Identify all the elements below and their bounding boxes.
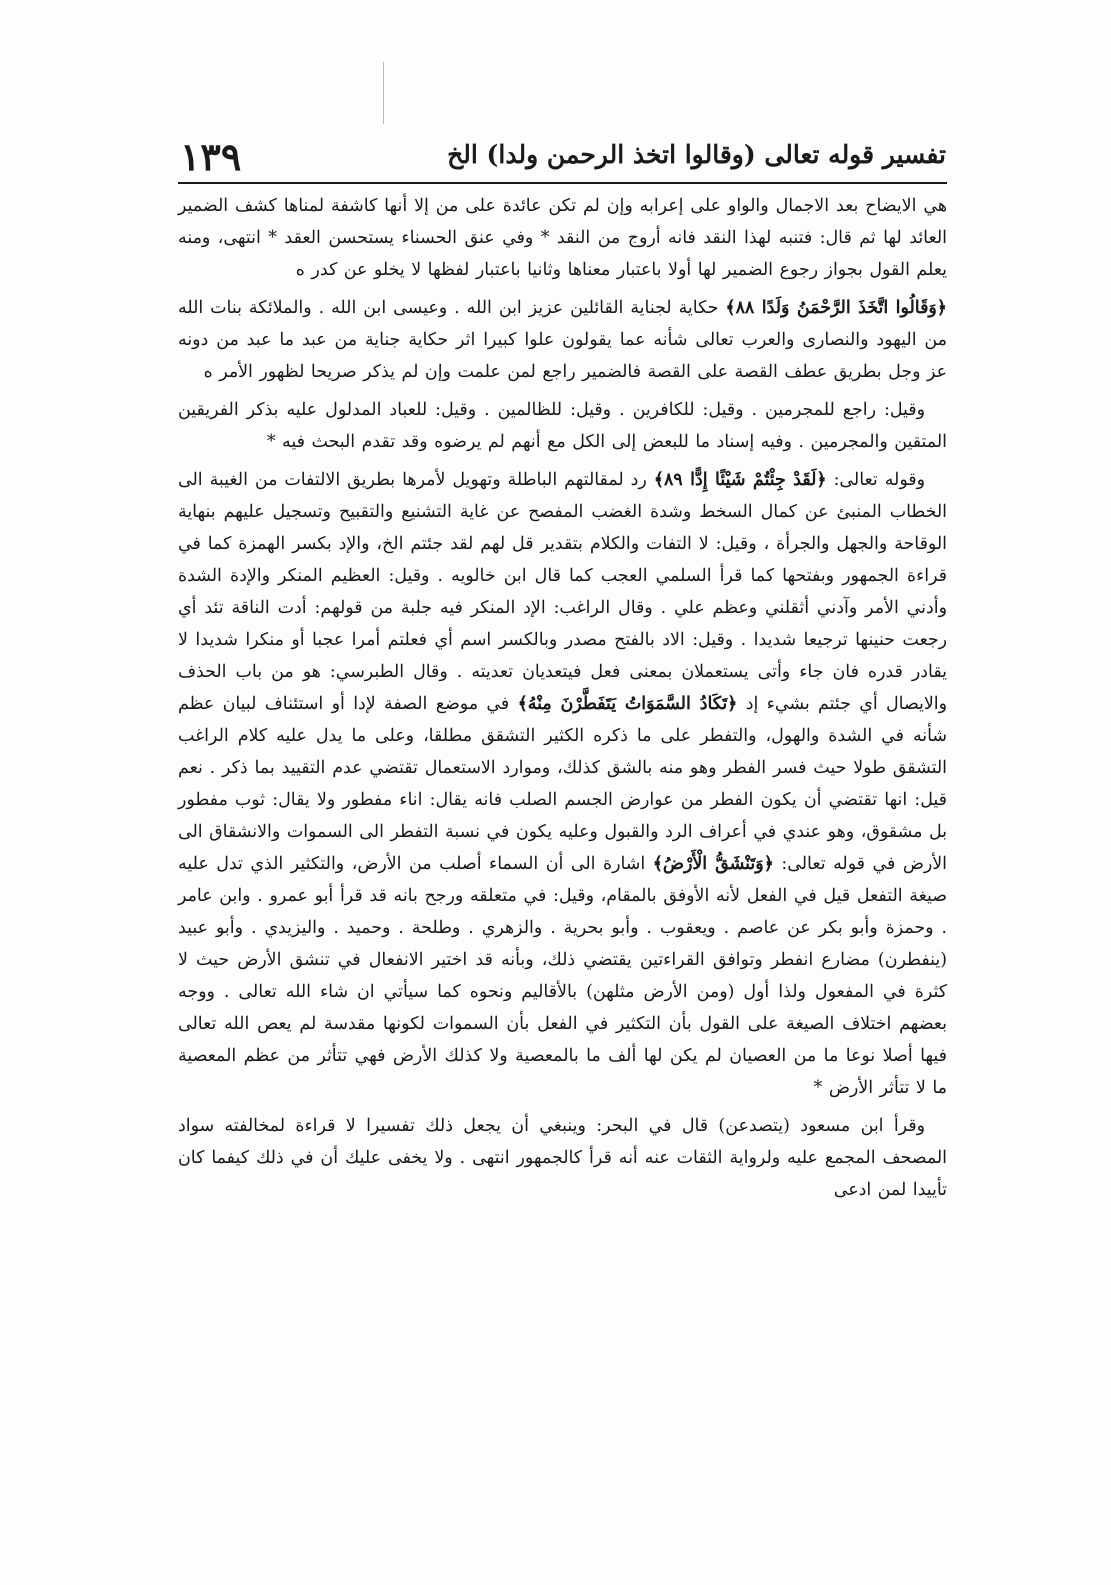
paragraph-7	[178, 1110, 947, 1206]
paragraph-4-text: رد لمقالتهم الباطلة وتهويل لأمرها بطريق الالتفات من الغيبة الى الخطاب المنبئ عن كمال السخط وشدة الغضب المفصح عن غاية التشنيع والتقبيح وتسجيل عليهم بنهاية الوقاحة والجهل والجرأة ، وقيل: لا التفات والكلام بتقدير قل لهم لقد جئتم الخ، والإد بكسر الهمزة كما في قراءة الجمهور وبفتحها كما قرأ السلمي العجب كما قال ابن خالويه . وقيل: العظيم المنكر والإدة الشدة وأدني الأمر وآدني أثقلني وعظم علي . وقال الراغب: الإد المنكر فيه جلبة من قولهم: أدت الناقة تئد أي رجعت حنينها ترجيعا شديدا . وقيل: الاد بالفتح مصدر وبالكسر اسم أي فعلتم أمرا عجبا أو منكرا شديدا لا يقادر قدره فان جاء وأتى يستعملان بمعنى فعل فيتعديان تعديته . وقال الطبرسي: هو من باب الحذف والايصال أي جئتم بشيء إد	[178, 470, 948, 714]
paragraph-7-text: وقرأ ابن مسعود (يتصدعن) قال في البحر: وينبغي أن يجعل ذلك تفسيرا لا قراءة لمخالفته سواد المصحف المجمع عليه ولرواية الثقات عنه أنه قرأ كالجمهور انتهى . ولا يخفى عليك أن في ذلك كيفما كان تأييدا لمن ادعى	[178, 1116, 947, 1200]
running-title: تفسير قوله تعالى (وقالوا اتخذ الرحمن ولدا) الخ	[447, 140, 946, 169]
header-rule	[178, 182, 947, 184]
page-header	[180, 134, 946, 182]
paragraph-3-text: وقيل: راجع للمجرمين . وقيل: للكافرين . وقيل: للظالمين . وقيل: للعباد المدلول عليه بذكر الفريقين المتقين والمجرمين . وفيه إسناد ما للبعض إلى الكل مع أنهم لم يرضوه وقد تقدم البحث فيه *	[178, 400, 947, 452]
paragraph-3	[178, 394, 947, 458]
quran-verse-90a: ﴿تَكَادُ السَّمَوَاتُ يَتَفَطَّرْنَ مِنْهُ﴾	[517, 694, 738, 714]
page-number: ١٣٩	[180, 134, 242, 179]
paragraph-2-text: حكاية لجناية القائلين عزيز ابن الله . وعيسى ابن الله . والملائكة بنات الله من اليهود والنصارى والعرب تعالى شأنه عما يقولون علوا كبيرا اثر حكاية جناية من عبد ما عبد من دونه عز وجل بطريق عطف القصة على القصة فالضمير راجع لمن علمت وإن لم يذكر صريحا لظهور الأمر ه	[178, 298, 947, 382]
paragraph-2	[178, 292, 947, 388]
verse-intro: وقوله تعالى:	[833, 470, 926, 490]
paragraph-1	[178, 190, 947, 286]
quran-verse-88: ﴿وَقَالُوا اتَّخَذَ الرَّحْمَنُ وَلَدًا ٨٨﴾	[725, 298, 947, 318]
binding-crease	[383, 62, 384, 124]
commentary-body	[178, 190, 947, 1212]
quran-verse-90b: ﴿وَتَنْشَقُّ الْأَرْضُ﴾	[652, 854, 774, 874]
paragraph-4	[178, 464, 947, 1104]
paragraph-1-text: هي الايضاح بعد الاجمال والواو على إعرابه وإن لم تكن عائدة على من إلا أنها كاشفة لمناها كشف الضمير العائد لها ثم قال: فتنبه لهذا النقد فانه أروج من النقد * وفي عنق الحسناء يستحسن العقد * انتهى، ومنه يعلم القول بجواز رجوع الضمير لها أولا باعتبار معناها وثانيا باعتبار لفظها لا يخلو عن كدر ه	[178, 196, 947, 280]
quran-verse-89: ﴿لَقَدْ جِئْتُمْ شَيْئًا إِدًّا ٨٩﴾	[653, 470, 827, 490]
paragraph-5-text: في موضع الصفة لإدا أو استئناف لبيان عظم شأنه في الشدة والهول، والتفطر على ما ذكره الكثير التشقق مطلقا، وعلى ما يدل عليه كلام الراغب التشقق طولا حيث فسر الفطر وهو منه بالشق كذلك، وموارد الاستعمال تقتضي عدم التقييد بما ذكر . نعم قيل: انها تقتضي أن يكون الفطر من عوارض الجسم الصلب فانه يقال: اناء مفطور ولا يقال: ثوب مفطور بل مشقوق، وهو عندي في أعراف الرد والقبول وعليه يكون في نسبة التفطر الى السموات والانشقاق الى الأرض في قوله تعالى:	[178, 694, 948, 874]
paragraph-6-text: اشارة الى أن السماء أصلب من الأرض، والتكثير الذي تدل عليه صيغة التفعل قيل في الفعل لأنه الأوفق بالمقام، وقيل: في متعلقه ورجح بانه قد قرأ أبو عمرو . وابن عامر . وحمزة وأبو بكر عن عاصم . ويعقوب . وأبو بحرية . والزهري . وطلحة . وحميد . واليزيدي . وأبو عبيد (ينفطرن) مضارع انفطر وتوافق القراءتين يقتضي ذلك، وبأنه قد اختير الانفعال في تنشق الأرض حيث لا كثرة في المفعول ولذا أول (ومن الأرض مثلهن) بالأقاليم ونحوه كما سيأتي ان شاء الله تعالى . ووجه بعضهم اختلاف الصيغة على القول بأن التكثير في الفعل بأن السموات لكونها مقدسة لم يعص الله تعالى فيها أصلا نوعا ما من العصيان لم يكن لها ألف ما بالمعصية ولا كذلك الأرض فهي تتأثر من عظم المعصية ما لا تتأثر الأرض *	[178, 854, 947, 1098]
